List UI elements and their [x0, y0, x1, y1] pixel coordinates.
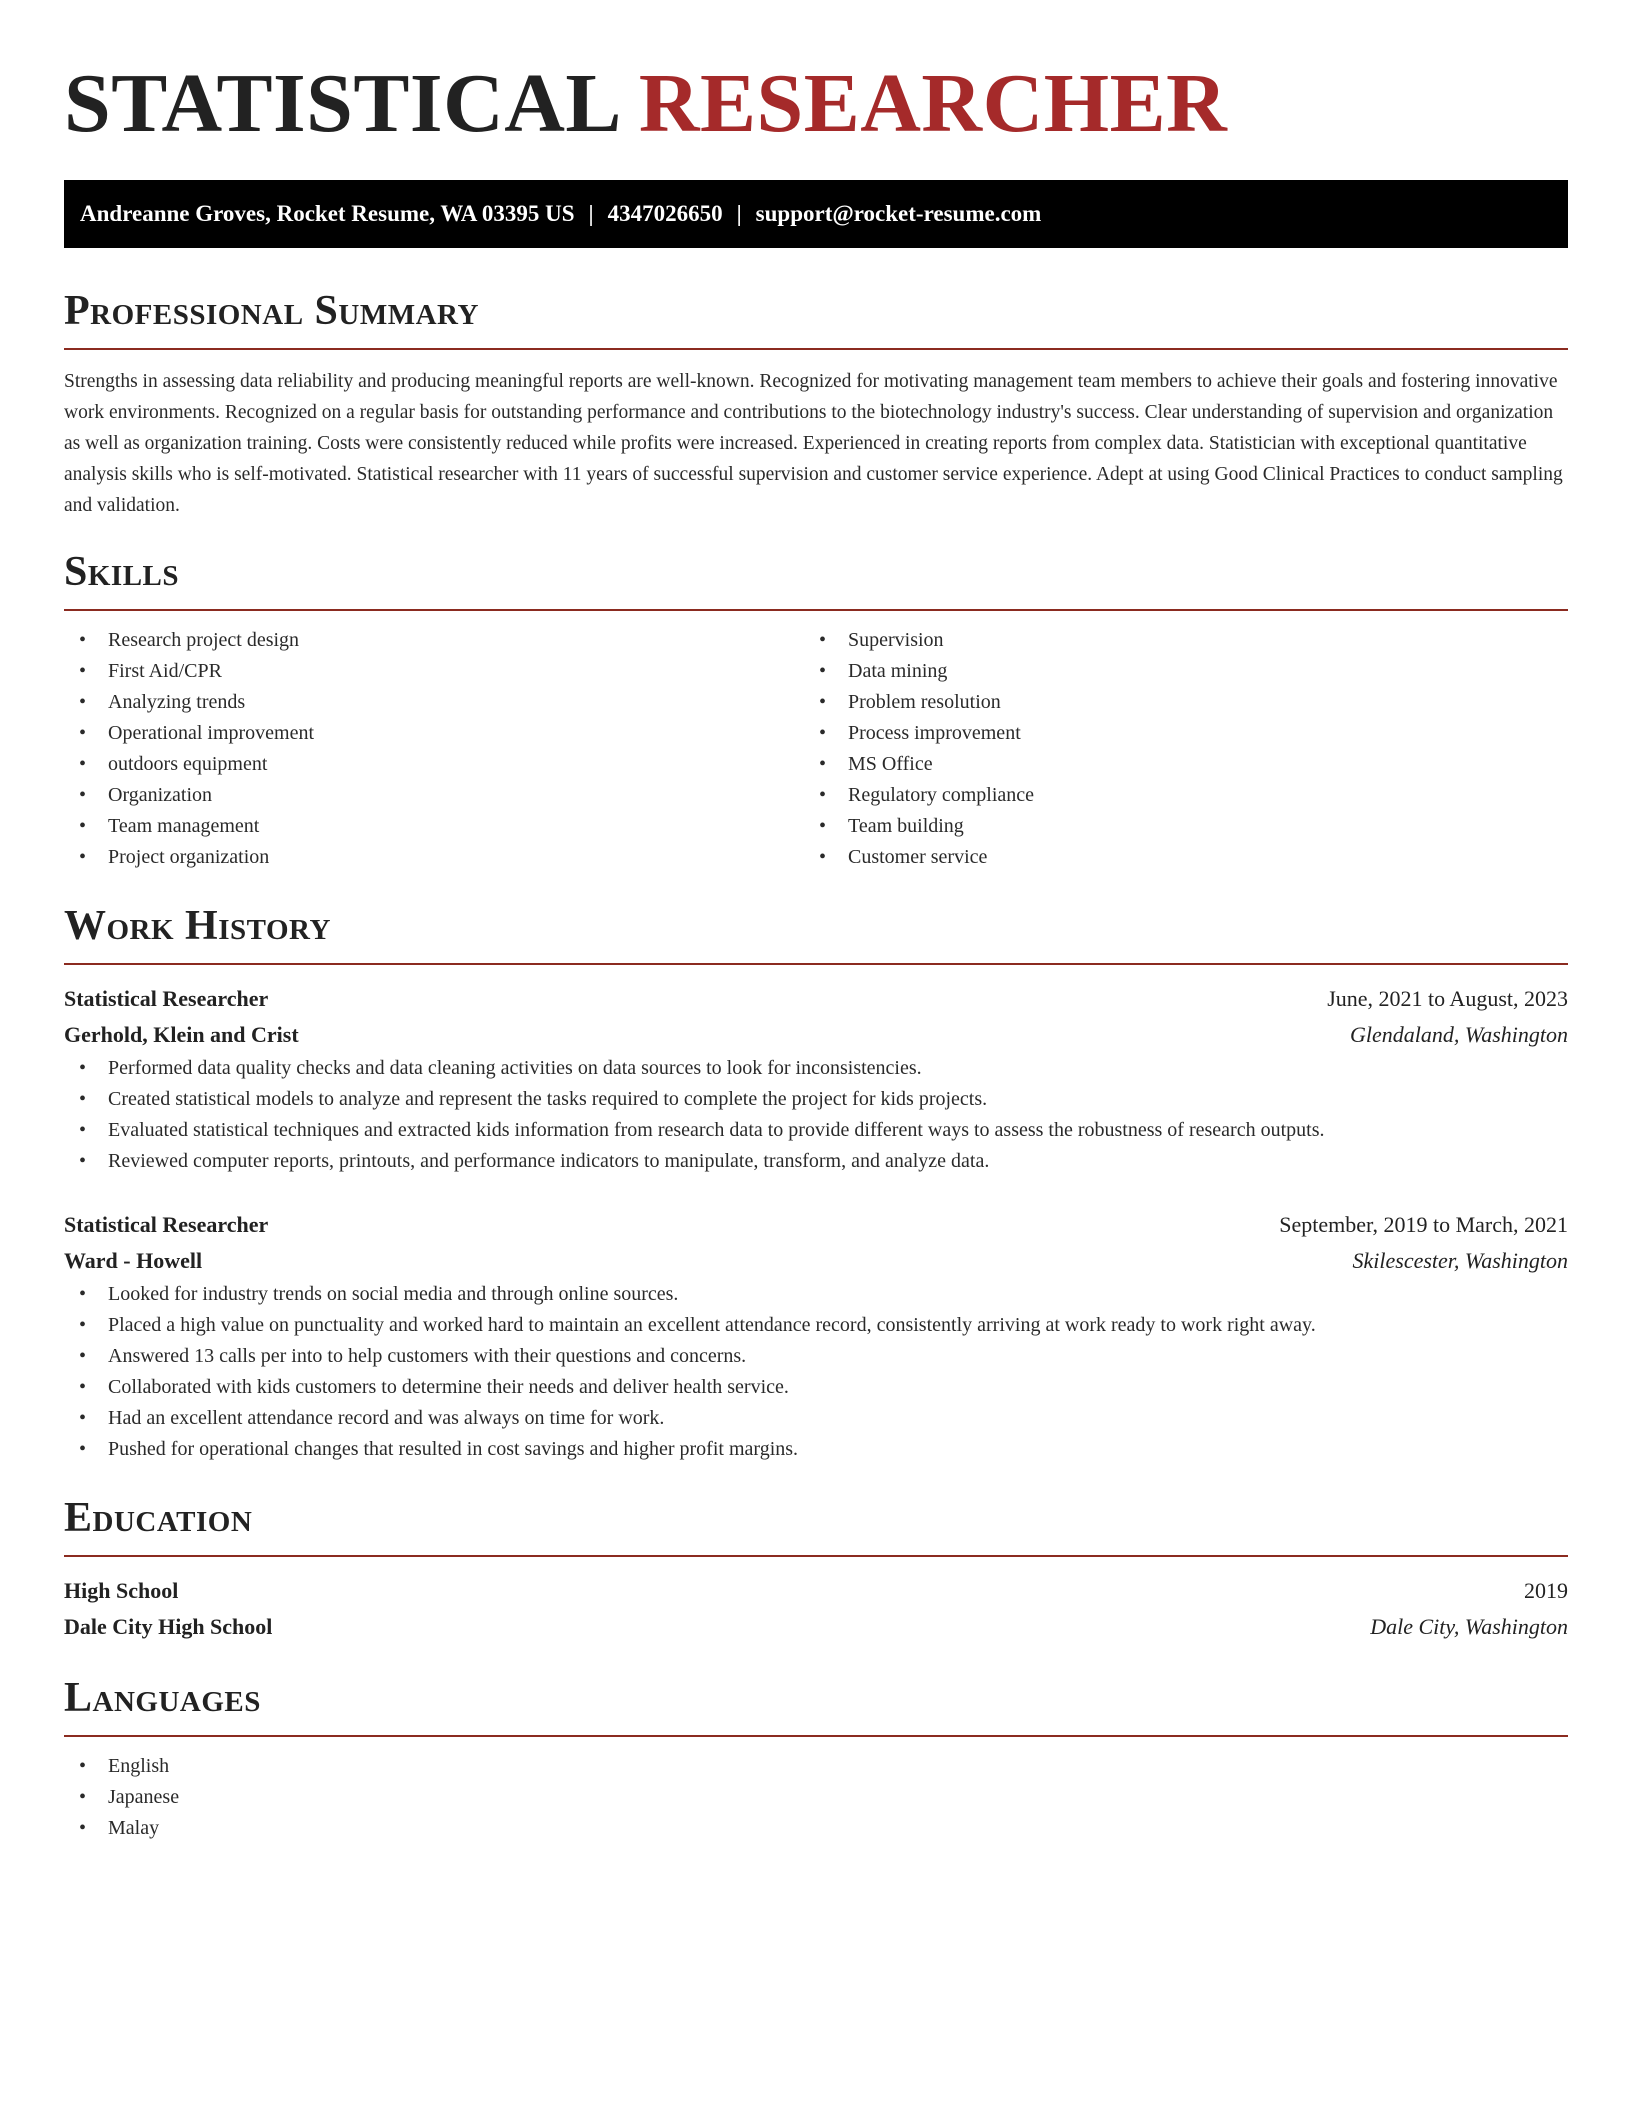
- bullet-icon: •: [79, 1150, 87, 1172]
- bullet-icon: •: [79, 815, 87, 837]
- bullet-icon: •: [79, 1283, 87, 1305]
- work-history-section: [64, 901, 1568, 1465]
- resume-title: [64, 0, 1568, 152]
- skill-label: Research project design: [108, 629, 300, 651]
- job-title-row: [64, 1207, 1568, 1243]
- education-entry: [64, 1573, 1568, 1645]
- skill-label: Process improvement: [848, 722, 1021, 744]
- skill-label: Project organization: [108, 846, 270, 868]
- language-item: [64, 1782, 1568, 1813]
- education-degree: High School: [64, 1578, 179, 1603]
- job-duty-text: Evaluated statistical techniques and extracted kids information from research data to provide different ways to assess the robustness of research outputs.: [108, 1119, 1325, 1141]
- skill-item: [64, 656, 804, 687]
- bullet-icon: •: [79, 1438, 87, 1460]
- job-duty-text: Pushed for operational changes that resulted in cost savings and higher profit margins.: [108, 1438, 799, 1460]
- job-duty-item: [64, 1403, 1568, 1434]
- job-duty-text: Performed data quality checks and data cleaning activities on data sources to look for inconsistencies.: [108, 1057, 922, 1079]
- skills-column-left: [64, 625, 804, 873]
- bullet-icon: •: [79, 660, 87, 682]
- bullet-icon: •: [79, 629, 87, 651]
- skill-item: [804, 811, 1544, 842]
- job-duties-list: [64, 1053, 1568, 1177]
- bullet-icon: •: [79, 1817, 87, 1839]
- education-school: Dale City High School: [64, 1614, 273, 1639]
- education-year: 2019: [1524, 1578, 1568, 1603]
- bullet-icon: •: [79, 1057, 87, 1079]
- bullet-icon: •: [819, 722, 827, 744]
- contact-email[interactable]: support@rocket-resume.com: [755, 201, 1042, 226]
- job-duty-item: [64, 1279, 1568, 1310]
- skill-label: Organization: [108, 784, 213, 806]
- education-location: Dale City, Washington: [1370, 1614, 1568, 1639]
- skill-label: Analyzing trends: [108, 691, 246, 713]
- bullet-icon: •: [819, 753, 827, 775]
- bullet-icon: •: [79, 1088, 87, 1110]
- skill-label: Data mining: [848, 660, 948, 682]
- bullet-icon: •: [79, 1407, 87, 1429]
- skills-column-right: [804, 625, 1544, 873]
- bullet-icon: •: [79, 1786, 87, 1808]
- bullet-icon: •: [819, 660, 827, 682]
- job-duty-text: Reviewed computer reports, printouts, and performance indicators to manipulate, transform, and analyze data.: [108, 1150, 990, 1172]
- job-company-row: [64, 1243, 1568, 1279]
- skills-grid: [64, 625, 1568, 873]
- bullet-icon: •: [819, 815, 827, 837]
- job-duty-item: [64, 1310, 1568, 1341]
- bullet-icon: •: [79, 691, 87, 713]
- languages-section: [64, 1673, 1568, 1844]
- job-duty-item: [64, 1146, 1568, 1177]
- skill-item: [804, 842, 1544, 873]
- job-location: Skilescester, Washington: [1352, 1248, 1568, 1273]
- skill-item: [804, 656, 1544, 687]
- title-second-word: RESEARCHER: [638, 57, 1228, 150]
- skill-item: [804, 625, 1544, 656]
- job-duty-item: [64, 1053, 1568, 1084]
- job-duty-text: Looked for industry trends on social media and through online sources.: [108, 1283, 679, 1305]
- language-label: Malay: [108, 1817, 160, 1839]
- skill-item: [804, 780, 1544, 811]
- language-label: Japanese: [108, 1786, 180, 1808]
- skills-heading: Skills: [64, 547, 1568, 611]
- skill-item: [64, 749, 804, 780]
- job-duty-text: Collaborated with kids customers to determine their needs and deliver health service.: [108, 1376, 789, 1398]
- contact-address: Andreanne Groves, Rocket Resume, WA 03395 US: [80, 201, 575, 226]
- job-duty-item: [64, 1084, 1568, 1115]
- job-location: Glendaland, Washington: [1350, 1022, 1568, 1047]
- skill-item: [64, 780, 804, 811]
- skill-label: Operational improvement: [108, 722, 315, 744]
- job-company: Ward - Howell: [64, 1248, 203, 1273]
- skill-label: outdoors equipment: [108, 753, 268, 775]
- skill-item: [804, 687, 1544, 718]
- education-degree-row: [64, 1573, 1568, 1609]
- job-entry: [64, 1207, 1568, 1465]
- job-company: Gerhold, Klein and Crist: [64, 1022, 299, 1047]
- job-duty-item: [64, 1372, 1568, 1403]
- work-history-heading: Work History: [64, 901, 1568, 965]
- summary-section: [64, 286, 1568, 521]
- job-duties-list: [64, 1279, 1568, 1465]
- skill-label: Team building: [848, 815, 964, 837]
- title-first-word: STATISTICAL: [64, 57, 618, 150]
- language-item: [64, 1751, 1568, 1782]
- skill-label: Problem resolution: [848, 691, 1001, 713]
- education-school-row: [64, 1609, 1568, 1645]
- skill-label: MS Office: [848, 753, 933, 775]
- bullet-icon: •: [79, 784, 87, 806]
- bullet-icon: •: [79, 753, 87, 775]
- job-duty-item: [64, 1341, 1568, 1372]
- language-label: English: [108, 1755, 170, 1777]
- job-company-row: [64, 1017, 1568, 1053]
- job-title: Statistical Researcher: [64, 1212, 269, 1237]
- summary-heading: Professional Summary: [64, 286, 1568, 350]
- job-entry: [64, 981, 1568, 1177]
- bullet-icon: •: [79, 722, 87, 744]
- contact-phone: 4347026650: [607, 201, 723, 226]
- summary-text: Strengths in assessing data reliability and producing meaningful reports are well-known. Recognized for motivating management team members to achieve their goals and fostering innovative work environments. Recognized on a regular basis for outstanding performance and contributions to the biotechnology industry's success. Clear understanding of supervision and organization as well as organization training. Costs were consistently reduced while profits were increased. Experienced in creating reports from complex data. Statistician with exceptional quantitative analysis skills who is self-motivated. Statistical researcher with 11 years of successful supervision and customer service experience. Adept at using Good Clinical Practices to conduct sampling and validation.: [64, 371, 1563, 516]
- skill-item: [64, 625, 804, 656]
- job-duty-item: [64, 1434, 1568, 1465]
- job-title-row: [64, 981, 1568, 1017]
- job-dates: September, 2019 to March, 2021: [1279, 1212, 1568, 1237]
- bullet-icon: •: [79, 846, 87, 868]
- contact-separator: |: [736, 201, 742, 226]
- languages-list: [64, 1751, 1568, 1844]
- bullet-icon: •: [79, 1119, 87, 1141]
- skill-item: [64, 718, 804, 749]
- languages-heading: Languages: [64, 1673, 1568, 1737]
- bullet-icon: •: [819, 691, 827, 713]
- skill-label: Team management: [108, 815, 260, 837]
- job-duty-text: Answered 13 calls per into to help customers with their questions and concerns.: [108, 1345, 747, 1367]
- skill-label: Supervision: [848, 629, 944, 651]
- bullet-icon: •: [819, 784, 827, 806]
- bullet-icon: •: [79, 1345, 87, 1367]
- education-section: [64, 1493, 1568, 1645]
- bullet-icon: •: [819, 629, 827, 651]
- skill-label: Customer service: [848, 846, 988, 868]
- contact-bar: [64, 180, 1568, 248]
- skill-label: First Aid/CPR: [108, 660, 222, 682]
- contact-separator: |: [588, 201, 594, 226]
- job-duty-text: Had an excellent attendance record and was always on time for work.: [108, 1407, 665, 1429]
- skills-section: [64, 547, 1568, 873]
- language-item: [64, 1813, 1568, 1844]
- skill-item: [64, 687, 804, 718]
- job-duty-item: [64, 1115, 1568, 1146]
- bullet-icon: •: [79, 1376, 87, 1398]
- skill-item: [64, 811, 804, 842]
- job-dates: June, 2021 to August, 2023: [1327, 986, 1568, 1011]
- job-duty-text: Placed a high value on punctuality and worked hard to maintain an excellent attendance record, consistently arriving at work ready to work right away.: [108, 1314, 1316, 1336]
- bullet-icon: •: [819, 846, 827, 868]
- job-title: Statistical Researcher: [64, 986, 269, 1011]
- skill-item: [804, 718, 1544, 749]
- skill-label: Regulatory compliance: [848, 784, 1035, 806]
- skill-item: [804, 749, 1544, 780]
- skill-item: [64, 842, 804, 873]
- skills-list-right: [804, 625, 1544, 873]
- resume-page: [64, 0, 1568, 1844]
- job-duty-text: Created statistical models to analyze and represent the tasks required to complete the project for kids projects.: [108, 1088, 988, 1110]
- bullet-icon: •: [79, 1755, 87, 1777]
- skills-list-left: [64, 625, 804, 873]
- education-heading: Education: [64, 1493, 1568, 1557]
- bullet-icon: •: [79, 1314, 87, 1336]
